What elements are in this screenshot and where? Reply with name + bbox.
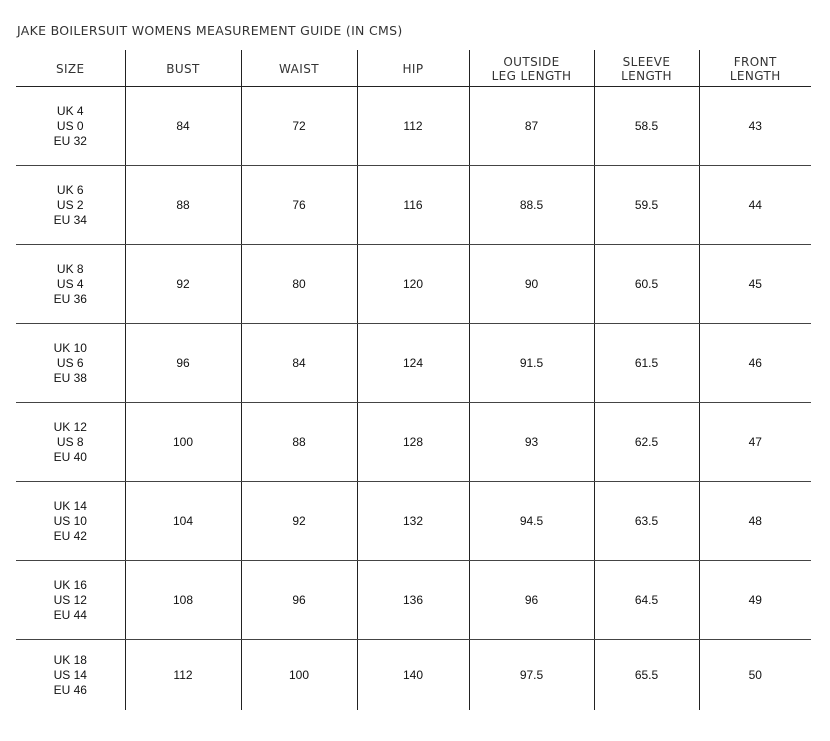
outside-leg-length-cell: 96 xyxy=(469,561,594,640)
sleeve-length-cell: 58.5 xyxy=(594,87,699,166)
hip-cell: 140 xyxy=(357,640,469,711)
size-uk: UK 16 xyxy=(53,577,87,592)
size-cell xyxy=(16,482,125,561)
hip-cell: 128 xyxy=(357,403,469,482)
hip-cell: 112 xyxy=(357,87,469,166)
bust-cell: 88 xyxy=(125,166,241,245)
size-us: US 8 xyxy=(56,434,84,449)
size-us: US 14 xyxy=(53,667,87,682)
waist-cell: 80 xyxy=(241,245,357,324)
hip-cell: 120 xyxy=(357,245,469,324)
sleeve-length-cell: 62.5 xyxy=(594,403,699,482)
outside-leg-length-cell: 91.5 xyxy=(469,324,594,403)
header-sleeve-length xyxy=(594,50,699,87)
size-eu: EU 42 xyxy=(53,528,87,543)
size-eu: EU 44 xyxy=(53,607,87,622)
header-sleeve-length-line2: LENGTH xyxy=(621,69,672,83)
waist-cell: 96 xyxy=(241,561,357,640)
size-us: US 2 xyxy=(56,197,84,212)
front-length-cell: 46 xyxy=(699,324,811,403)
bust-cell: 100 xyxy=(125,403,241,482)
front-length-cell: 43 xyxy=(699,87,811,166)
header-waist xyxy=(241,50,357,87)
size-eu: EU 36 xyxy=(53,291,87,306)
size-uk: UK 18 xyxy=(53,652,87,667)
header-size xyxy=(16,50,125,87)
waist-cell: 76 xyxy=(241,166,357,245)
table-row xyxy=(16,640,811,711)
size-uk: UK 10 xyxy=(53,340,87,355)
size-uk: UK 12 xyxy=(53,419,87,434)
header-hip-label: HIP xyxy=(402,62,424,76)
outside-leg-length-cell: 90 xyxy=(469,245,594,324)
header-front-length xyxy=(699,50,811,87)
size-eu: EU 32 xyxy=(53,133,87,148)
size-us: US 0 xyxy=(56,118,84,133)
bust-cell: 112 xyxy=(125,640,241,711)
bust-cell: 92 xyxy=(125,245,241,324)
size-eu: EU 40 xyxy=(53,449,87,464)
size-cell xyxy=(16,87,125,166)
header-bust-label: BUST xyxy=(166,62,200,76)
size-us: US 12 xyxy=(53,592,87,607)
header-outside-leg-length xyxy=(469,50,594,87)
outside-leg-length-cell: 94.5 xyxy=(469,482,594,561)
size-cell xyxy=(16,245,125,324)
size-uk: UK 6 xyxy=(56,182,84,197)
measurement-table xyxy=(16,50,811,710)
bust-cell: 96 xyxy=(125,324,241,403)
hip-cell: 136 xyxy=(357,561,469,640)
size-us: US 6 xyxy=(56,355,84,370)
waist-cell: 92 xyxy=(241,482,357,561)
table-row xyxy=(16,403,811,482)
outside-leg-length-cell: 97.5 xyxy=(469,640,594,711)
front-length-cell: 44 xyxy=(699,166,811,245)
header-waist-label: WAIST xyxy=(279,62,319,76)
size-uk: UK 8 xyxy=(56,261,84,276)
size-cell xyxy=(16,166,125,245)
sleeve-length-cell: 60.5 xyxy=(594,245,699,324)
front-length-cell: 47 xyxy=(699,403,811,482)
front-length-cell: 45 xyxy=(699,245,811,324)
size-cell xyxy=(16,640,125,711)
size-us: US 4 xyxy=(56,276,84,291)
table-row xyxy=(16,245,811,324)
outside-leg-length-cell: 87 xyxy=(469,87,594,166)
table-row xyxy=(16,166,811,245)
header-sleeve-length-line1: SLEEVE xyxy=(622,55,671,69)
header-outside-leg-length-line1: OUTSIDE xyxy=(503,55,560,69)
size-eu: EU 46 xyxy=(53,682,87,697)
header-size-label: SIZE xyxy=(55,62,85,76)
hip-cell: 132 xyxy=(357,482,469,561)
bust-cell: 84 xyxy=(125,87,241,166)
outside-leg-length-cell: 88.5 xyxy=(469,166,594,245)
front-length-cell: 50 xyxy=(748,667,762,682)
sleeve-length-cell: 63.5 xyxy=(594,482,699,561)
size-eu: EU 38 xyxy=(53,370,87,385)
table-row xyxy=(16,87,811,166)
sleeve-length-cell: 65.5 xyxy=(594,640,699,711)
bust-cell: 108 xyxy=(125,561,241,640)
table-header-row xyxy=(16,50,811,87)
waist-cell: 72 xyxy=(241,87,357,166)
front-length-cell: 49 xyxy=(699,561,811,640)
waist-cell: 84 xyxy=(241,324,357,403)
table-row xyxy=(16,482,811,561)
sleeve-length-cell: 59.5 xyxy=(594,166,699,245)
size-cell xyxy=(16,403,125,482)
size-uk: UK 14 xyxy=(53,498,87,513)
front-length-cell: 48 xyxy=(699,482,811,561)
header-front-length-line1: FRONT xyxy=(733,55,777,69)
sleeve-length-cell: 64.5 xyxy=(594,561,699,640)
size-cell xyxy=(16,324,125,403)
header-hip xyxy=(357,50,469,87)
hip-cell: 124 xyxy=(357,324,469,403)
outside-leg-length-cell: 93 xyxy=(469,403,594,482)
header-front-length-line2: LENGTH xyxy=(729,69,781,83)
table-row xyxy=(16,561,811,640)
waist-cell: 100 xyxy=(241,640,357,711)
table-row xyxy=(16,324,811,403)
size-uk: UK 4 xyxy=(56,103,84,118)
size-eu: EU 34 xyxy=(53,212,87,227)
hip-cell: 116 xyxy=(357,166,469,245)
header-bust xyxy=(125,50,241,87)
bust-cell: 104 xyxy=(125,482,241,561)
size-cell xyxy=(16,561,125,640)
waist-cell: 88 xyxy=(241,403,357,482)
guide-title: JAKE BOILERSUIT WOMENS MEASUREMENT GUIDE (IN CMS) xyxy=(17,23,403,38)
size-us: US 10 xyxy=(53,513,87,528)
header-outside-leg-length-line2: LEG LENGTH xyxy=(491,69,572,83)
sleeve-length-cell: 61.5 xyxy=(594,324,699,403)
